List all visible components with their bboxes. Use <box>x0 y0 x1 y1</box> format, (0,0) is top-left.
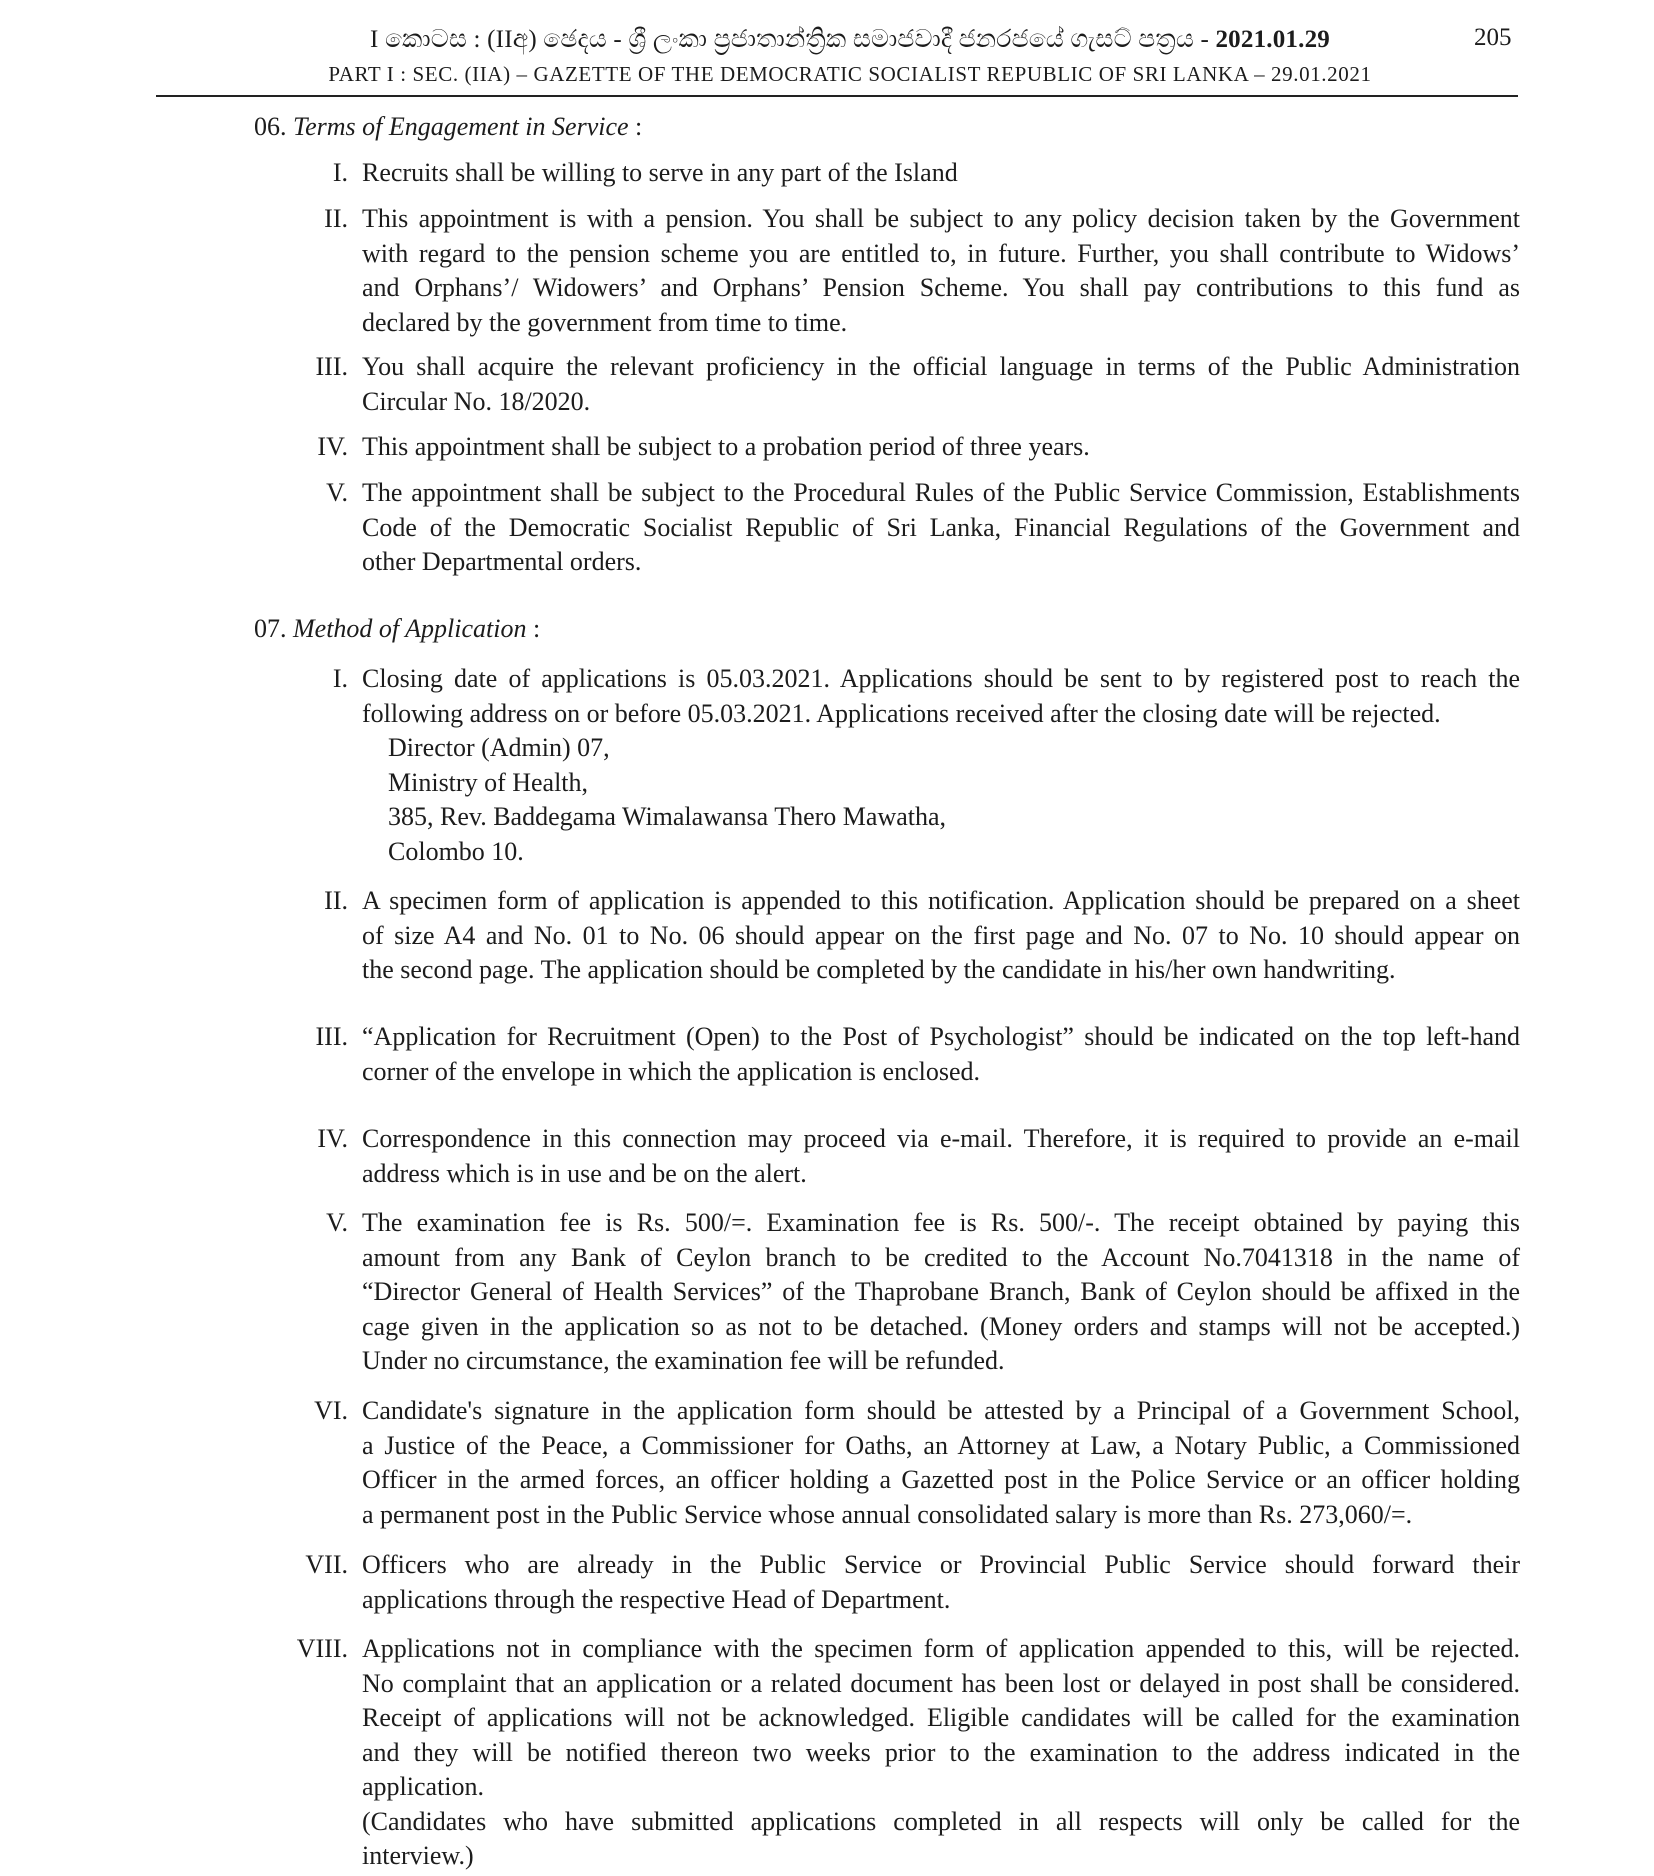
item-number: VI. <box>314 1396 348 1425</box>
item-number: II. <box>324 886 348 915</box>
text-line: The examination fee is Rs. 500/=. Examination fee is Rs. 500/-. The receipt obtained by paying this <box>362 1208 1520 1237</box>
item-text <box>362 662 1520 869</box>
item-number: IV. <box>317 432 348 461</box>
item-number: VIII. <box>296 1634 348 1663</box>
item-number: VII. <box>305 1550 348 1579</box>
address-line: Director (Admin) 07, <box>388 733 610 762</box>
text-line: following address on or before 05.03.2021. Applications received after the closing date will be rejected. <box>362 698 1441 728</box>
section-title: Method of Application <box>293 614 527 643</box>
text-line: The appointment shall be subject to the Procedural Rules of the Public Service Commission, Establishments <box>362 478 1520 507</box>
text-line: declared by the government from time to time. <box>362 307 848 337</box>
text-line: “Application for Recruitment (Open) to the Post of Psychologist” should be indicated on the top left-hand <box>362 1022 1520 1051</box>
text-line: Recruits shall be willing to serve in any part of the Island <box>362 158 958 187</box>
text-line: the second page. The application should be completed by the candidate in his/her own handwriting. <box>362 955 1396 984</box>
text-line: corner of the envelope in which the application is enclosed. <box>362 1056 981 1086</box>
text-line: You shall acquire the relevant proficiency in the official language in terms of the Public Administration <box>362 352 1520 381</box>
text-line: Receipt of applications will not be acknowledged. Eligible candidates will be called for the examination <box>362 1703 1520 1732</box>
section-number: 06. <box>254 112 287 141</box>
section-07-heading <box>254 614 540 644</box>
section-title-suffix: : <box>526 614 541 643</box>
item-number: II. <box>324 204 348 233</box>
text-line: Candidate's signature in the application form should be attested by a Principal of a Government School, <box>362 1396 1520 1425</box>
item-text <box>362 1122 1520 1191</box>
text-line: of size A4 and No. 01 to No. 06 should appear on the first page and No. 07 to No. 10 should appear on <box>362 920 1520 950</box>
text-line: application. <box>362 1772 485 1801</box>
item-text <box>362 156 1520 191</box>
item-number: I. <box>332 664 348 693</box>
header-rule <box>156 95 1518 97</box>
item-number: V. <box>326 1208 348 1237</box>
text-line: (Candidates who have submitted applications completed in all respects will only be called for the <box>362 1806 1520 1836</box>
item-text <box>362 202 1520 340</box>
text-line: Officer in the armed forces, an officer holding a Gazetted post in the Police Service or an officer holding <box>362 1465 1520 1494</box>
text-line: applications through the respective Head of Department. <box>362 1584 951 1614</box>
text-line: and they will be notified thereon two weeks prior to the examination to the address indicated in the <box>362 1737 1520 1767</box>
item-text <box>362 476 1520 580</box>
address-line: 385, Rev. Baddegama Wimalawansa Thero Mawatha, <box>388 802 947 831</box>
page-number: 205 <box>1474 24 1512 51</box>
text-line: Circular No. 18/2020. <box>362 386 591 416</box>
item-text <box>362 1548 1520 1617</box>
text-line: a Justice of the Peace, a Commissioner for Oaths, an Attorney at Law, a Notary Public, a Commissioned <box>362 1430 1520 1460</box>
item-text <box>362 1632 1520 1874</box>
item-number: III. <box>315 1022 348 1051</box>
item-number: V. <box>326 478 348 507</box>
item-text <box>362 350 1520 419</box>
text-line: and Orphans’/ Widowers’ and Orphans’ Pension Scheme. You shall pay contributions to this fund as <box>362 273 1520 302</box>
text-line: with regard to the pension scheme you are entitled to, in future. Further, you shall contribute to Widows’ <box>362 238 1520 268</box>
header-date: 2021.01.29 <box>1215 26 1330 53</box>
text-line: Code of the Democratic Socialist Republic of Sri Lanka, Financial Regulations of the Government and <box>362 512 1520 542</box>
text-line: Applications not in compliance with the specimen form of application appended to this, will be rejected. <box>362 1634 1520 1663</box>
address-line: Colombo 10. <box>388 836 524 866</box>
gazette-header <box>0 0 1654 100</box>
text-line: interview.) <box>362 1841 474 1870</box>
text-line: Officers who are already in the Public Service or Provincial Public Service should forward their <box>362 1550 1520 1579</box>
header-sinhala-line <box>300 26 1400 54</box>
section-title: Terms of Engagement in Service <box>293 112 629 141</box>
text-line: This appointment shall be subject to a probation period of three years. <box>362 432 1090 461</box>
text-line: Correspondence in this connection may proceed via e-mail. Therefore, it is required to provide an e-mail <box>362 1124 1520 1153</box>
section-title-suffix: : <box>628 112 643 141</box>
text-line: amount from any Bank of Ceylon branch to be credited to the Account No.7041318 in the name of <box>362 1242 1520 1272</box>
text-line: No complaint that an application or a related document has been lost or delayed in post shall be considered. <box>362 1668 1520 1698</box>
text-line: “Director General of Health Services” of the Thaprobane Branch, Bank of Ceylon should be affixed in the <box>362 1277 1520 1306</box>
item-text <box>362 884 1520 988</box>
item-number: I. <box>332 158 348 187</box>
section-number: 07. <box>254 614 287 643</box>
item-text <box>362 1020 1520 1089</box>
item-text <box>362 1206 1520 1379</box>
address-line: Ministry of Health, <box>388 767 589 797</box>
text-line: address which is in use and be on the alert. <box>362 1158 807 1188</box>
section-06-heading <box>254 112 642 142</box>
header-english-line: PART I : SEC. (IIA) – GAZETTE OF THE DEMOCRATIC SOCIALIST REPUBLIC OF SRI LANKA – 29.01.2021 <box>328 62 1372 86</box>
text-line: a permanent post in the Public Service whose annual consolidated salary is more than Rs. 273,060/=. <box>362 1499 1413 1529</box>
text-line: Under no circumstance, the examination fee will be refunded. <box>362 1346 1005 1375</box>
text-line: A specimen form of application is appended to this notification. Application should be prepared on a sheet <box>362 886 1520 915</box>
text-line: cage given in the application so as not to be detached. (Money orders and stamps will not be accepted.) <box>362 1311 1520 1341</box>
item-text <box>362 1394 1520 1532</box>
header-sinhala-text: I කොටස : (IIඅ) ඡෙදය - ශ්‍රී ලංකා ප්‍රජාතාන්ත්‍රික සමාජවාදී ජනරජයේ ගැසට් පත්‍රය - <box>370 26 1216 53</box>
text-line: This appointment is with a pension. You shall be subject to any policy decision taken by the Government <box>362 204 1520 233</box>
item-number: IV. <box>317 1124 348 1153</box>
text-line: other Departmental orders. <box>362 547 642 576</box>
text-line: Closing date of applications is 05.03.2021. Applications should be sent to by registered post to reach the <box>362 664 1520 693</box>
item-number: III. <box>315 352 348 381</box>
item-text <box>362 430 1520 465</box>
